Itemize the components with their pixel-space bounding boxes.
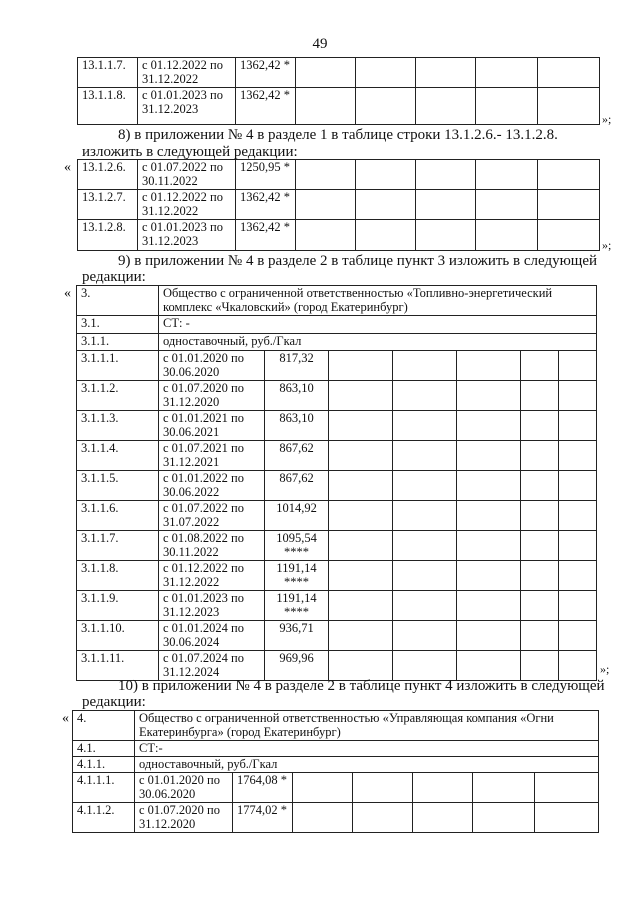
row-number: 3.1.1.9. <box>77 591 159 621</box>
org-header-row <box>73 711 599 741</box>
period-cell: с 01.07.2020 по 31.12.2020 <box>159 381 265 411</box>
opening-quote: « <box>64 160 71 175</box>
period-cell: с 01.07.2022 по 31.07.2022 <box>159 501 265 531</box>
tariff-value: 1362,42 * <box>236 58 296 88</box>
tariff-value: 1250,95 * <box>236 160 296 190</box>
table-row <box>78 58 600 88</box>
period-cell: с 01.01.2021 по 30.06.2021 <box>159 411 265 441</box>
organization-name: Общество с ограниченной ответственностью «Топливно-энергетический комплекс «Чкаловский» (город Екатеринбург) <box>159 286 597 316</box>
subheader-row <box>73 757 599 773</box>
closing-quote: »; <box>602 238 612 252</box>
table-row <box>73 773 599 803</box>
item-number: 4. <box>73 711 135 741</box>
page-number: 49 <box>312 36 328 52</box>
tariff-value: 863,10 <box>265 381 329 411</box>
period-cell: с 01.01.2023 по 31.12.2023 <box>138 220 236 251</box>
table-section1-part2 <box>77 159 600 251</box>
tariff-value: 1362,42 * <box>236 220 296 251</box>
period-cell: с 01.01.2022 по 30.06.2022 <box>159 471 265 501</box>
row-number: 3.1.1.1. <box>77 351 159 381</box>
table-row <box>77 651 597 681</box>
table-row <box>78 220 600 251</box>
row-number: 3.1.1.4. <box>77 441 159 471</box>
item-number: 3.1.1. <box>77 334 159 351</box>
period-cell: с 01.01.2023 по 31.12.2023 <box>138 88 236 125</box>
table-row <box>78 88 600 125</box>
period-cell: с 01.01.2023 по 31.12.2023 <box>159 591 265 621</box>
subheader-row <box>77 334 597 351</box>
table-row <box>77 531 597 561</box>
period-cell: с 01.01.2020 по 30.06.2020 <box>135 773 233 803</box>
system-type: СТ: - <box>159 316 597 334</box>
paragraph-8-line2: изложить в следующей редакции: <box>82 144 298 160</box>
row-number: 13.1.2.6. <box>78 160 138 190</box>
period-cell: с 01.08.2022 по 30.11.2022 <box>159 531 265 561</box>
system-type: СТ:- <box>135 741 599 757</box>
row-number: 3.1.1.11. <box>77 651 159 681</box>
tariff-value: 1362,42 * <box>236 88 296 125</box>
tariff-type: одноставочный, руб./Гкал <box>159 334 597 351</box>
row-number: 3.1.1.6. <box>77 501 159 531</box>
closing-quote: »; <box>600 662 610 676</box>
item-number: 3. <box>77 286 159 316</box>
period-cell: с 01.12.2022 по 31.12.2022 <box>138 190 236 220</box>
tariff-value: 867,62 <box>265 441 329 471</box>
table-row <box>77 501 597 531</box>
organization-name: Общество с ограниченной ответственностью «Управляющая компания «Огни Екатеринбурга» (город Екатеринбург) <box>135 711 599 741</box>
tariff-value: 1095,54 **** <box>265 531 329 561</box>
table-row <box>78 190 600 220</box>
table-row <box>77 471 597 501</box>
org-header-row <box>77 286 597 316</box>
row-number: 3.1.1.5. <box>77 471 159 501</box>
table-row <box>77 621 597 651</box>
tariff-value: 1362,42 * <box>236 190 296 220</box>
tariff-value: 863,10 <box>265 411 329 441</box>
row-number: 3.1.1.3. <box>77 411 159 441</box>
row-number: 3.1.1.10. <box>77 621 159 651</box>
item-number: 3.1. <box>77 316 159 334</box>
closing-quote: »; <box>602 112 612 126</box>
table-row <box>78 160 600 190</box>
table-row <box>77 381 597 411</box>
tariff-value: 1774,02 * <box>233 803 293 833</box>
period-cell: с 01.01.2020 по 30.06.2020 <box>159 351 265 381</box>
table-section2-item4 <box>72 710 599 833</box>
item-number: 4.1. <box>73 741 135 757</box>
table-row <box>77 591 597 621</box>
period-cell: с 01.07.2024 по 31.12.2024 <box>159 651 265 681</box>
period-cell: с 01.07.2022 по 30.11.2022 <box>138 160 236 190</box>
paragraph-9-line2: редакции: <box>82 269 146 285</box>
row-number: 3.1.1.2. <box>77 381 159 411</box>
tariff-value: 1191,14 **** <box>265 591 329 621</box>
row-number: 13.1.2.7. <box>78 190 138 220</box>
period-cell: с 01.01.2024 по 30.06.2024 <box>159 621 265 651</box>
paragraph-10-line2: редакции: <box>82 694 146 710</box>
tariff-value: 817,32 <box>265 351 329 381</box>
table-row <box>77 561 597 591</box>
subheader-row <box>77 316 597 334</box>
period-cell: с 01.07.2021 по 31.12.2021 <box>159 441 265 471</box>
tariff-value: 1191,14 **** <box>265 561 329 591</box>
table-row <box>77 411 597 441</box>
paragraph-10: 10) в приложении № 4 в разделе 2 в таблице пункт 4 изложить в следующей <box>118 678 605 694</box>
tariff-type: одноставочный, руб./Гкал <box>135 757 599 773</box>
opening-quote: « <box>62 711 69 726</box>
tariff-value: 1764,08 * <box>233 773 293 803</box>
subheader-row <box>73 741 599 757</box>
row-number: 4.1.1.1. <box>73 773 135 803</box>
tariff-value: 936,71 <box>265 621 329 651</box>
row-number: 3.1.1.8. <box>77 561 159 591</box>
tariff-value: 867,62 <box>265 471 329 501</box>
paragraph-8: 8) в приложении № 4 в разделе 1 в таблице строки 13.1.2.6.- 13.1.2.8. <box>118 127 558 143</box>
row-number: 4.1.1.2. <box>73 803 135 833</box>
tariff-value: 1014,92 <box>265 501 329 531</box>
row-number: 13.1.1.7. <box>78 58 138 88</box>
table-row <box>77 441 597 471</box>
paragraph-9: 9) в приложении № 4 в разделе 2 в таблице пункт 3 изложить в следующей <box>118 253 598 269</box>
row-number: 13.1.2.8. <box>78 220 138 251</box>
row-number: 13.1.1.8. <box>78 88 138 125</box>
table-row <box>77 351 597 381</box>
table-section2-item3 <box>76 285 597 681</box>
table-row <box>73 803 599 833</box>
period-cell: с 01.12.2022 по 31.12.2022 <box>138 58 236 88</box>
table-section1-part1 <box>77 57 600 125</box>
item-number: 4.1.1. <box>73 757 135 773</box>
opening-quote: « <box>64 286 71 301</box>
row-number: 3.1.1.7. <box>77 531 159 561</box>
period-cell: с 01.12.2022 по 31.12.2022 <box>159 561 265 591</box>
period-cell: с 01.07.2020 по 31.12.2020 <box>135 803 233 833</box>
tariff-value: 969,96 <box>265 651 329 681</box>
